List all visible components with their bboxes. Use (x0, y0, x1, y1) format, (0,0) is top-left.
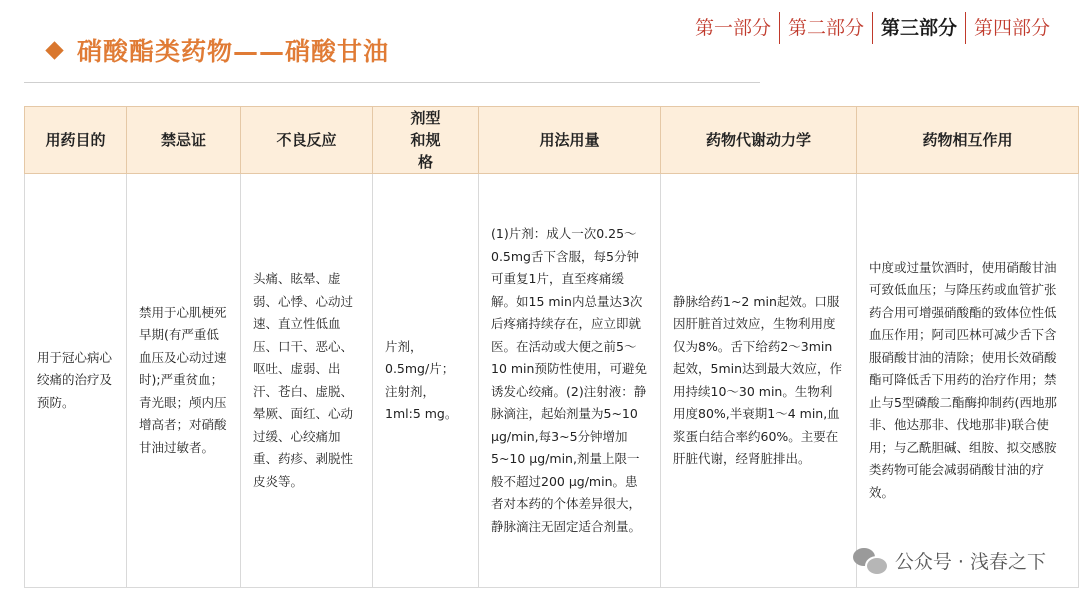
header-purpose: 用药目的 (25, 107, 127, 174)
nav-part-1[interactable]: 第一部分 (694, 17, 771, 39)
cell-pharmacokinetics: 静脉给药1~2 min起效。口服因肝脏首过效应，生物利用度仅为8%。舌下给药2～3min起效，5min达到最大效应，作用持续10～30 min。生物利用度80%,半衰期1～4 min,血浆蛋白结合率约60%。主要在肝脏代谢，经肾脏排出。 (661, 174, 857, 588)
page-title (48, 32, 389, 68)
drug-info-table (24, 106, 1079, 588)
cell-dosage-forms: 片剂，0.5mg/片；注射剂，1ml:5 mg。 (373, 174, 479, 588)
nav-part-2[interactable]: 第二部分 (787, 17, 864, 39)
header-usage-dosage: 用法用量 (479, 107, 661, 174)
cell-usage-dosage: (1)片剂：成人一次0.25～0.5mg舌下含服，每5分钟可重复1片，直至疼痛缓解。如15 min内总量达3次后疼痛持续存在，应立即就医。在活动或大便之前5～10 min预防性使用，可避免诱发心绞痛。(2)注射液：静脉滴注，起始剂量为5~10 μg/min,每3~5分钟增加5~10 μg/min,剂量上限一般不超过200 μg/min。患者对本药的个体差异很大，静脉滴注无固定适合剂量。 (479, 174, 661, 588)
brand-text: 公众号 · 浅春之下 (894, 550, 1046, 573)
header-dosage-forms (373, 107, 479, 174)
cell-interactions: 中度或过量饮酒时，使用硝酸甘油可致低血压；与降压药或血管扩张药合用可增强硝酸酯的致体位性低血压作用；阿司匹林可减少舌下含服硝酸甘油的清除；使用长效硝酸酯可降低舌下用药的治疗作用；禁止与5型磷酸二酯酶抑制药(西地那非、他达那非、伐地那非)联合使用；与乙酰胆碱、组胺、拟交感胺类药物可能会减弱硝酸甘油的疗效。 (857, 174, 1079, 588)
header-dosage-forms-label: 剂型和规格 (410, 109, 441, 171)
nav-part-3[interactable]: 第三部分 (880, 17, 957, 39)
cell-adverse-reactions: 头痛、眩晕、虚弱、心悸、心动过速、直立性低血压、口干、恶心、呕吐、虚弱、出汗、苍白、虚脱、晕厥、面红、心动过缓、心绞痛加重、药疹、剥脱性皮炎等。 (241, 174, 373, 588)
wechat-brand (853, 546, 1046, 574)
header-interactions: 药物相互作用 (857, 107, 1079, 174)
header-pharmacokinetics: 药物代谢动力学 (661, 107, 857, 174)
section-nav (687, 12, 1058, 44)
cell-contraindications: 禁用于心肌梗死早期(有严重低血压及心动过速时);严重贫血；青光眼；颅内压增高者；对硝酸甘油过敏者。 (127, 174, 241, 588)
title-divider (24, 82, 760, 83)
wechat-icon (853, 546, 887, 574)
diamond-bullet-icon (45, 41, 63, 59)
nav-part-4[interactable]: 第四部分 (973, 17, 1050, 39)
table-header-row (25, 107, 1079, 174)
title-text: 硝酸酯类药物——硝酸甘油 (77, 37, 390, 66)
cell-purpose: 用于冠心病心绞痛的治疗及预防。 (25, 174, 127, 588)
header-contraindications: 禁忌证 (127, 107, 241, 174)
table-row (25, 174, 1079, 588)
header-adverse-reactions: 不良反应 (241, 107, 373, 174)
